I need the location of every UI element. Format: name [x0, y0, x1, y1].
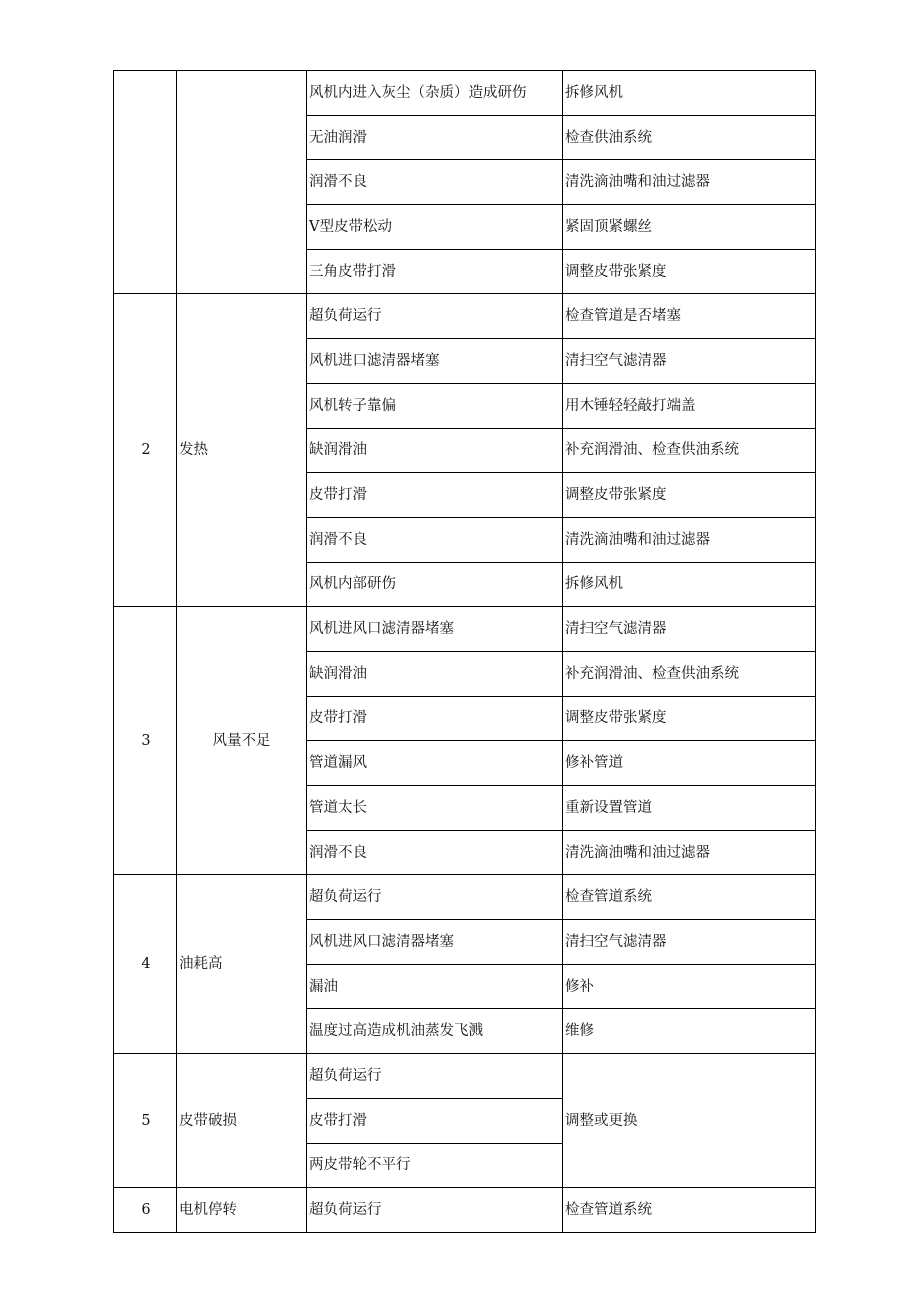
row-number: 6	[114, 1188, 177, 1233]
symptom-cell: 电机停转	[177, 1188, 307, 1233]
remedy-cell: 重新设置管道	[563, 786, 816, 831]
remedy-cell: 补充润滑油、检查供油系统	[563, 651, 816, 696]
remedy-cell: 补充润滑油、检查供油系统	[563, 428, 816, 473]
cause-cell: 超负荷运行	[307, 875, 563, 920]
remedy-cell: 维修	[563, 1009, 816, 1054]
remedy-cell: 检查管道是否堵塞	[563, 294, 816, 339]
cause-cell: 管道太长	[307, 786, 563, 831]
cause-cell: 风机内部研伤	[307, 562, 563, 607]
cause-cell: 管道漏风	[307, 741, 563, 786]
cause-cell: 超负荷运行	[307, 294, 563, 339]
remedy-cell: 清扫空气滤清器	[563, 607, 816, 652]
remedy-cell: 调整皮带张紧度	[563, 249, 816, 294]
remedy-cell: 紧固顶紧螺丝	[563, 205, 816, 250]
cause-cell: 皮带打滑	[307, 473, 563, 518]
symptom-cell: 皮带破损	[177, 1054, 307, 1188]
remedy-cell: 检查供油系统	[563, 115, 816, 160]
cause-cell: 缺润滑油	[307, 428, 563, 473]
row-number: 4	[114, 875, 177, 1054]
cause-cell: 风机进口滤清器堵塞	[307, 339, 563, 384]
cause-cell: 两皮带轮不平行	[307, 1143, 563, 1188]
cause-cell: 超负荷运行	[307, 1188, 563, 1233]
cause-cell: 风机进风口滤清器堵塞	[307, 607, 563, 652]
row-number	[114, 71, 177, 294]
cause-cell: 缺润滑油	[307, 651, 563, 696]
row-number: 3	[114, 607, 177, 875]
remedy-cell: 清洗滴油嘴和油过滤器	[563, 517, 816, 562]
cause-cell: 润滑不良	[307, 517, 563, 562]
symptom-cell: 油耗高	[177, 875, 307, 1054]
symptom-cell: 风量不足	[177, 607, 307, 875]
symptom-cell: 发热	[177, 294, 307, 607]
remedy-cell: 调整皮带张紧度	[563, 473, 816, 518]
remedy-cell: 清扫空气滤清器	[563, 920, 816, 965]
cause-cell: 风机转子靠偏	[307, 383, 563, 428]
remedy-cell: 修补管道	[563, 741, 816, 786]
cause-cell: 皮带打滑	[307, 696, 563, 741]
remedy-cell: 清洗滴油嘴和油过滤器	[563, 160, 816, 205]
remedy-cell: 拆修风机	[563, 71, 816, 116]
table-row	[114, 71, 816, 116]
remedy-cell: 清扫空气滤清器	[563, 339, 816, 384]
table-row	[114, 607, 816, 652]
remedy-cell: 调整或更换	[563, 1054, 816, 1188]
cause-cell: V型皮带松动	[307, 205, 563, 250]
cause-cell: 温度过高造成机油蒸发飞溅	[307, 1009, 563, 1054]
table-row	[114, 1054, 816, 1099]
cause-cell: 风机内进入灰尘（杂质）造成研伤	[307, 71, 563, 116]
row-number: 5	[114, 1054, 177, 1188]
remedy-cell: 检查管道系统	[563, 875, 816, 920]
cause-cell: 超负荷运行	[307, 1054, 563, 1099]
remedy-cell: 用木锤轻轻敲打端盖	[563, 383, 816, 428]
remedy-cell: 清洗滴油嘴和油过滤器	[563, 830, 816, 875]
table-row	[114, 875, 816, 920]
cause-cell: 风机进风口滤清器堵塞	[307, 920, 563, 965]
cause-cell: 润滑不良	[307, 160, 563, 205]
symptom-cell	[177, 71, 307, 294]
remedy-cell: 调整皮带张紧度	[563, 696, 816, 741]
remedy-cell: 拆修风机	[563, 562, 816, 607]
cause-cell: 皮带打滑	[307, 1098, 563, 1143]
cause-cell: 润滑不良	[307, 830, 563, 875]
cause-cell: 三角皮带打滑	[307, 249, 563, 294]
table-row	[114, 1188, 816, 1233]
cause-cell: 无油润滑	[307, 115, 563, 160]
fault-table	[113, 70, 816, 1233]
remedy-cell: 修补	[563, 964, 816, 1009]
remedy-cell: 检查管道系统	[563, 1188, 816, 1233]
cause-cell: 漏油	[307, 964, 563, 1009]
table-row	[114, 294, 816, 339]
row-number: 2	[114, 294, 177, 607]
